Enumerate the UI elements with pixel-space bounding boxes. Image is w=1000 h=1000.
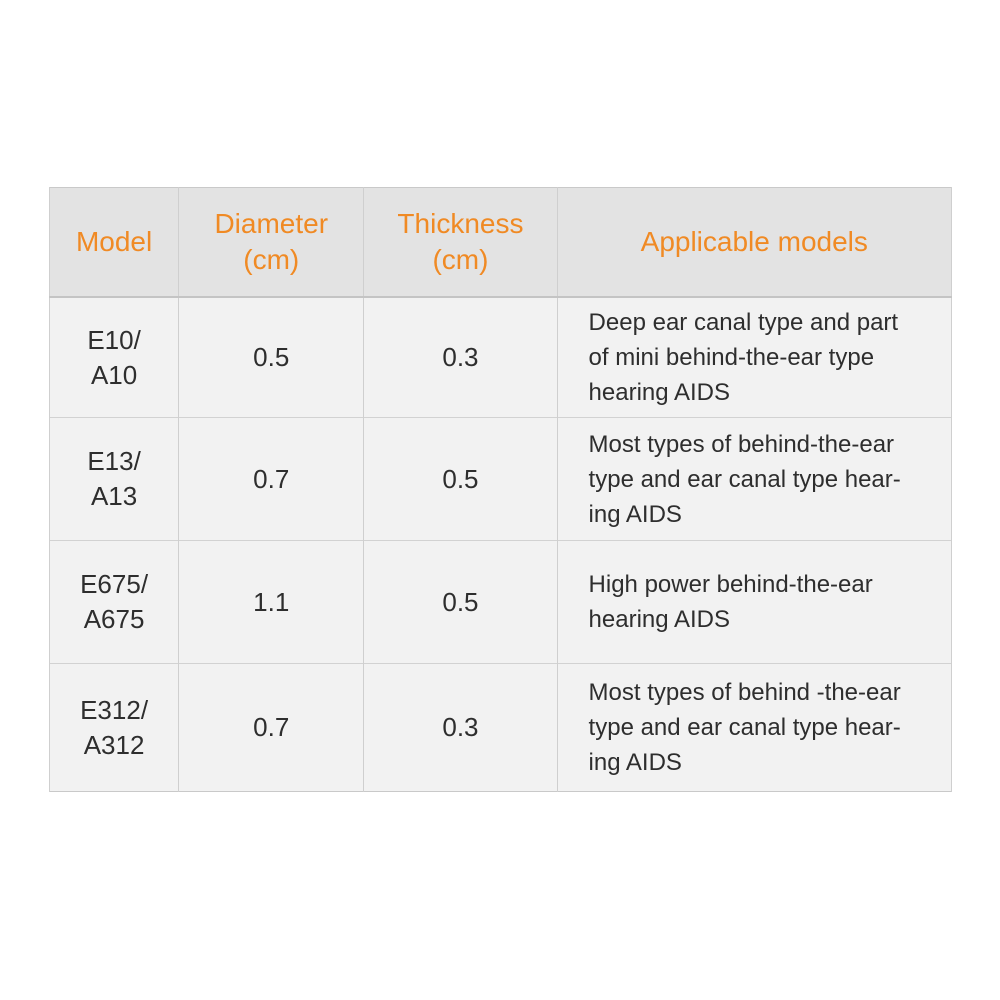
table-row [50, 541, 952, 664]
header-diameter-line1: Diameter [214, 208, 329, 239]
cell-applicable [557, 297, 951, 418]
cell-applicable [557, 664, 951, 792]
cell-model [50, 541, 179, 664]
applicable-line: type and ear canal type hear- [588, 465, 901, 493]
cell-model [50, 297, 179, 418]
cell-model [50, 418, 179, 541]
cell-thickness: 0.5 [364, 418, 557, 541]
applicable-line: Most types of behind -the-ear [588, 679, 901, 706]
cell-model [50, 664, 179, 792]
header-diameter-line2: (cm) [243, 244, 300, 275]
model-line: E13/ [87, 446, 141, 476]
cell-applicable [557, 541, 951, 664]
applicable-line: High power behind-the-ear [588, 571, 873, 598]
header-thickness [364, 188, 557, 298]
model-line: A13 [90, 481, 138, 511]
cell-thickness: 0.5 [364, 541, 557, 664]
header-applicable: Applicable models [557, 188, 951, 298]
applicable-line: Deep ear canal type and part [588, 309, 899, 336]
header-diameter [179, 188, 364, 298]
model-line: A312 [83, 729, 145, 760]
model-line: E675/ [80, 569, 149, 599]
applicable-line: of mini behind-the-ear type [588, 344, 875, 371]
header-model: Model [50, 188, 179, 298]
table-row [50, 664, 952, 792]
applicable-line: type and ear canal type hear- [588, 714, 901, 741]
cell-applicable [557, 418, 951, 541]
cell-diameter: 0.5 [179, 297, 364, 418]
applicable-line: ing AIDS [588, 749, 682, 776]
cell-thickness: 0.3 [364, 664, 557, 792]
table-row [50, 418, 952, 541]
model-line: A675 [83, 604, 145, 634]
header-thickness-line1: Thickness [397, 208, 524, 239]
table-row [50, 297, 952, 418]
model-line: E10/ [87, 324, 141, 355]
cell-diameter: 0.7 [179, 664, 364, 792]
cell-diameter: 1.1 [179, 541, 364, 664]
model-line: A10 [90, 359, 138, 390]
header-thickness-line2: (cm) [432, 244, 489, 275]
cell-diameter: 0.7 [179, 418, 364, 541]
model-line: E312/ [80, 694, 149, 725]
applicable-line: ing AIDS [588, 500, 682, 528]
cell-thickness: 0.3 [364, 297, 557, 418]
applicable-line: Most types of behind-the-ear [588, 430, 895, 458]
applicable-line: hearing AIDS [588, 379, 730, 406]
applicable-line: hearing AIDS [588, 606, 730, 633]
battery-spec-table [49, 187, 952, 792]
header-row [50, 188, 952, 298]
